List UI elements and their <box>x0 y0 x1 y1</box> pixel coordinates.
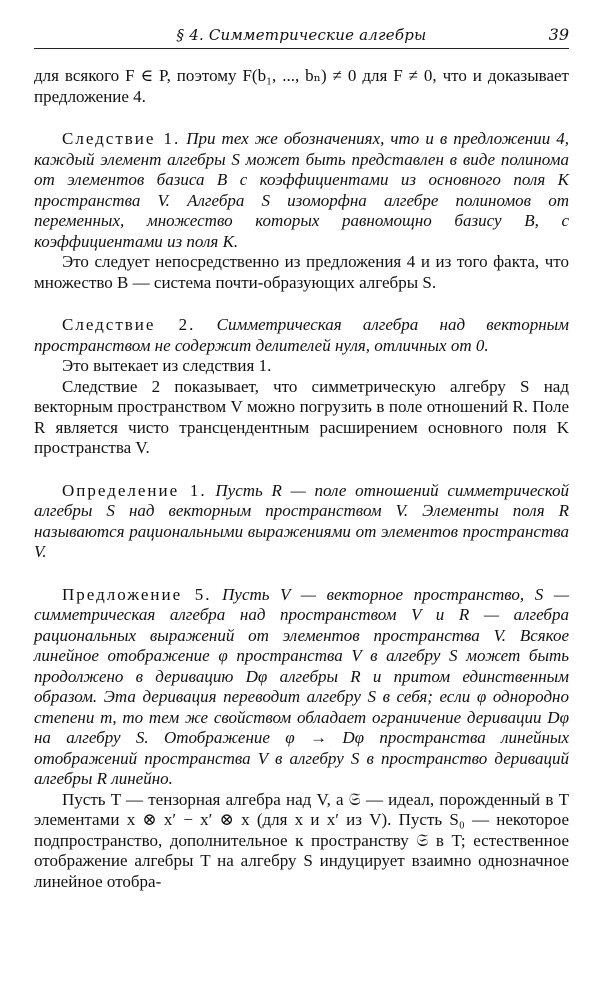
corollary-2-proof: Это вытекает из следствия 1. <box>62 356 272 375</box>
proposition-5 <box>34 585 569 790</box>
proposition-5-label: Предложение 5. <box>62 584 212 604</box>
continued-paragraph: для всякого F ∈ P, поэтому F(b₁, ..., bₙ) ≠ 0 для F ≠ 0, что и доказывает предложение 4. <box>34 66 569 106</box>
proposition-5-proof: Пусть T — тензорная алгебра над V, а 𝔖 — идеал, порожденный в T элементами x ⊗ x′ − x′ ⊗ x (для x и x′ из V). Пусть S₀ — некоторое подпространство, дополнительное к пространству 𝔖 в T; естественное отображение алгебры T на алгебру S индуцирует взаимно однозначное линейное отобра- <box>34 789 569 891</box>
corollary-1 <box>34 129 569 252</box>
corollary-2-label: Следствие 2. <box>62 315 196 334</box>
corollary-2 <box>34 315 569 356</box>
corollary-1-statement: При тех же обозначениях, что и в предложении 4, каждый элемент алгебры S может быть представлен в виде полинома от элементов базиса B с коэффициентами из основного поля K пространства V. Алгебра S изоморфна алгебре полиномов от переменных, множество которых равномощно базису B, с коэффициентами из поля K. <box>34 129 570 251</box>
running-header <box>34 20 569 49</box>
corollary-2-remark: Следствие 2 показывает, что симметрическую алгебру S над векторным пространством V можно погрузить в поле отношений R. Поле R является чисто трансцендентным расширением основного поля K пространства V. <box>34 376 569 457</box>
definition-1-statement: Пусть R — поле отношений симметрической алгебры S над векторным пространством V. Элементы поля R называются рациональными выражениями от элементов пространства V. <box>34 480 569 561</box>
page-number: 39 <box>548 25 569 44</box>
section-title: § 4. Симметрические алгебры <box>176 26 427 44</box>
page-body <box>34 66 569 892</box>
corollary-1-label: Следствие 1. <box>62 129 181 148</box>
proposition-5-statement: Пусть V — векторное пространство, S — симметрическая алгебра над пространством V и R — алгебра рациональных выражений от элементов пространства V. Всякое линейное отображение φ пространства V в алгебру S может быть продолжено в деривацию Dφ алгебры R и притом единственным образом. Эта деривация переводит алгебру S в себя; если φ однородно степени m, то тем же свойством обладает ограничение деривации Dφ на алгебру S. Отображение φ → Dφ пространства линейных отображений пространства V в алгебру S в пространство дериваций алгебры R линейно. <box>34 584 569 788</box>
corollary-1-proof: Это следует непосредственно из предложения 4 и из того факта, что множество B — система почти-образующих алгебры S. <box>34 252 569 292</box>
definition-1 <box>34 481 569 563</box>
corollary-2-statement: Симметрическая алгебра над векторным пространством не содержит делителей нуля, отличных от 0. <box>34 315 569 355</box>
definition-1-label: Определение 1. <box>62 480 207 500</box>
